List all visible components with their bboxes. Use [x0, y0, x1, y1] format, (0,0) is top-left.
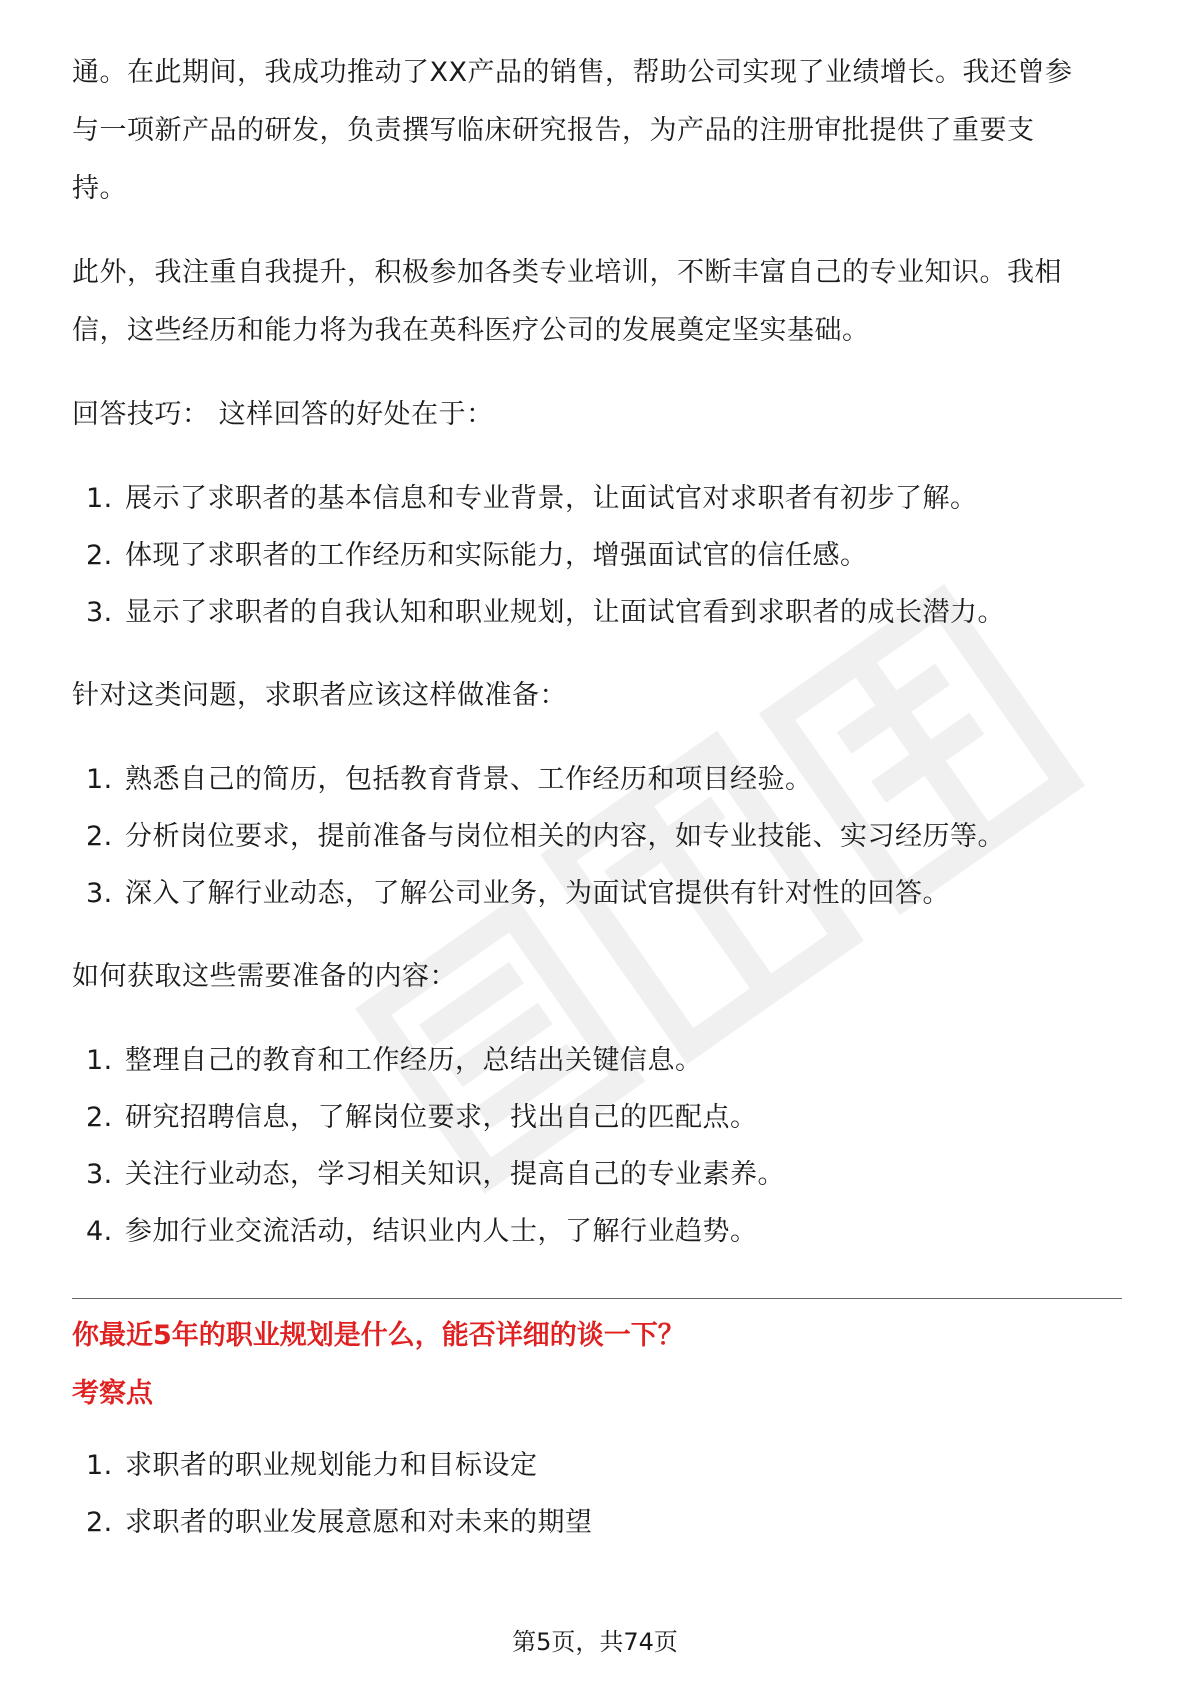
list-item — [72, 865, 1122, 922]
list-number: 1. — [86, 1045, 113, 1076]
list-number: 1. — [86, 483, 113, 514]
list-item-text: 熟悉自己的简历，包括教育背景、工作经历和项目经验。 — [125, 764, 813, 795]
list-item — [72, 1437, 1122, 1494]
list-item — [72, 808, 1122, 865]
list-number: 3. — [86, 1159, 113, 1190]
list-number: 3. — [86, 878, 113, 909]
tips-heading: 回答技巧： 这样回答的好处在于： — [72, 399, 494, 430]
question-subheading: 考察点 — [72, 1378, 153, 1409]
list-item — [72, 1089, 1122, 1146]
list-item-text: 深入了解行业动态，了解公司业务，为面试官提供有针对性的回答。 — [125, 878, 950, 909]
list-item — [72, 1494, 1122, 1551]
list-item-text: 参加行业交流活动，结识业内人士，了解行业趋势。 — [125, 1216, 758, 1247]
list-number: 2. — [86, 821, 113, 852]
list-number: 2. — [86, 1102, 113, 1133]
obtain-list — [72, 1032, 1122, 1260]
list-item-text: 显示了求职者的自我认知和职业规划，让面试官看到求职者的成长潜力。 — [125, 597, 1005, 628]
main-content — [72, 44, 1122, 1551]
benefits-list — [72, 470, 1122, 641]
prep-heading: 针对这类问题，求职者应该这样做准备： — [72, 680, 567, 711]
list-item — [72, 1146, 1122, 1203]
list-item-text: 整理自己的教育和工作经历，总结出关键信息。 — [125, 1045, 703, 1076]
list-number: 2. — [86, 1507, 113, 1538]
list-item — [72, 584, 1122, 641]
list-item-text: 求职者的职业发展意愿和对未来的期望 — [125, 1507, 593, 1538]
list-number: 1. — [86, 1450, 113, 1481]
list-item-text: 研究招聘信息，了解岗位要求，找出自己的匹配点。 — [125, 1102, 758, 1133]
question-points-list — [72, 1437, 1122, 1551]
question-title: 你最近5年的职业规划是什么，能否详细的谈一下？ — [72, 1320, 685, 1351]
list-item-text: 分析岗位要求，提前准备与岗位相关的内容，如专业技能、实习经历等。 — [125, 821, 1005, 852]
list-item — [72, 527, 1122, 584]
list-number: 3. — [86, 597, 113, 628]
paragraph-line: 此外，我注重自我提升，积极参加各类专业培训，不断丰富自己的专业知识。我相 — [72, 257, 1062, 288]
paragraph-line: 信，这些经历和能力将为我在英科医疗公司的发展奠定坚实基础。 — [72, 315, 870, 346]
paragraph-line: 持。 — [72, 173, 127, 204]
prep-list — [72, 751, 1122, 922]
list-item-text: 关注行业动态，学习相关知识，提高自己的专业素养。 — [125, 1159, 785, 1190]
paragraph-line: 与一项新产品的研发，负责撰写临床研究报告，为产品的注册审批提供了重要支 — [72, 115, 1035, 146]
paragraph-line: 通。在此期间，我成功推动了XX产品的销售，帮助公司实现了业绩增长。我还曾参 — [72, 57, 1073, 88]
list-number: 4. — [86, 1216, 113, 1247]
list-item — [72, 1032, 1122, 1089]
list-item — [72, 470, 1122, 527]
page-footer: 第5页，共74页 — [512, 1628, 678, 1656]
list-item — [72, 1203, 1122, 1260]
list-item-text: 体现了求职者的工作经历和实际能力，增强面试官的信任感。 — [125, 540, 868, 571]
list-item-text: 展示了求职者的基本信息和专业背景，让面试官对求职者有初步了解。 — [125, 483, 978, 514]
obtain-heading: 如何获取这些需要准备的内容： — [72, 961, 457, 992]
list-item — [72, 751, 1122, 808]
list-number: 1. — [86, 764, 113, 795]
list-item-text: 求职者的职业规划能力和目标设定 — [125, 1450, 538, 1481]
list-number: 2. — [86, 540, 113, 571]
